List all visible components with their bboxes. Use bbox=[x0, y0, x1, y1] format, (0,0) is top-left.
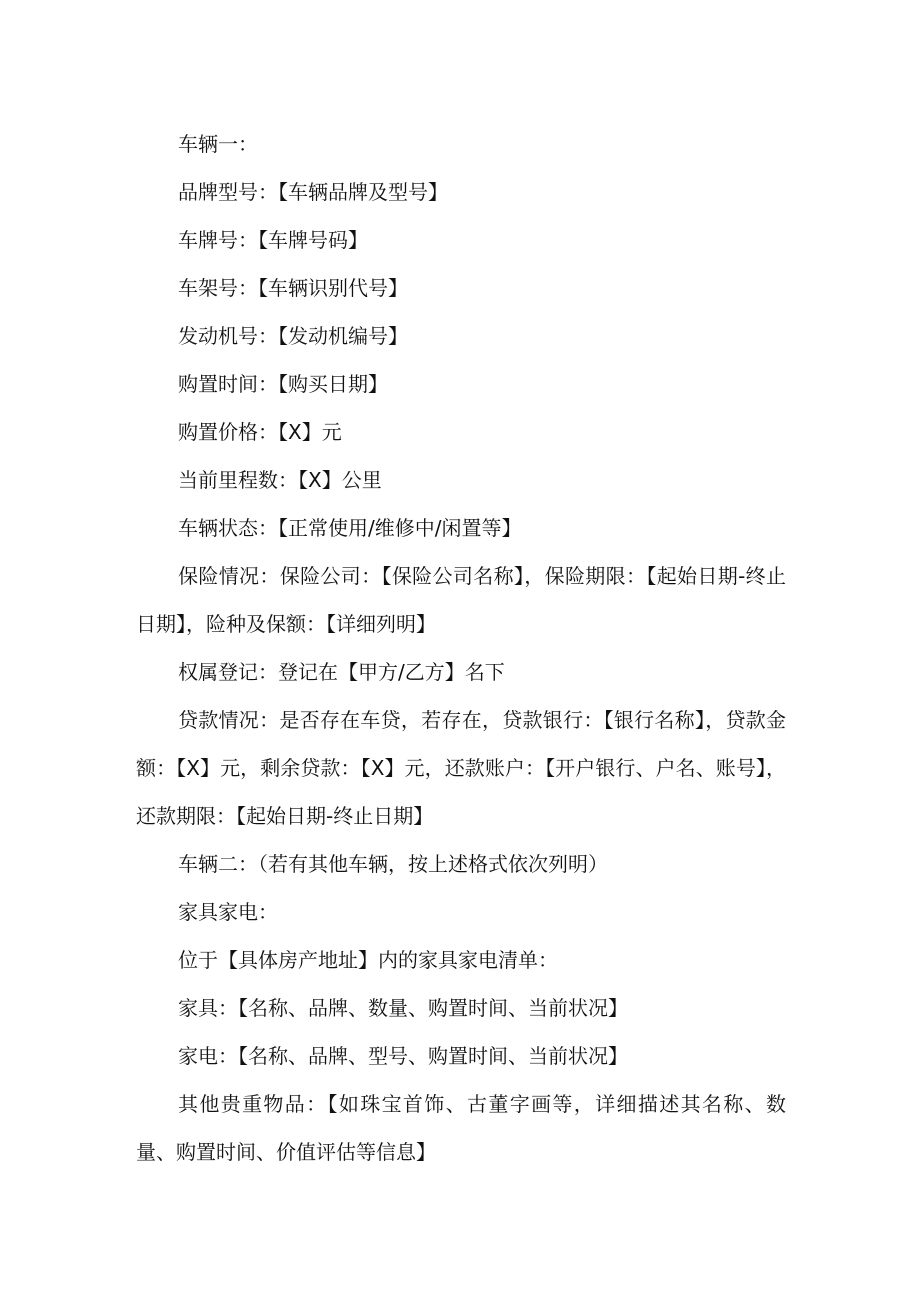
paragraph-engine-number: 发动机号：【发动机编号】 bbox=[178, 324, 408, 348]
paragraph-plate-number: 车牌号：【车牌号码】 bbox=[178, 228, 368, 252]
paragraph-vehicle-two: 车辆二：（若有其他车辆，按上述格式依次列明） bbox=[178, 852, 608, 876]
paragraph-vehicle-status: 车辆状态：【正常使用/维修中/闲置等】 bbox=[178, 516, 522, 540]
paragraph-ownership-registration: 权属登记：登记在【甲方/乙方】名下 bbox=[178, 660, 505, 684]
paragraph-loan: 贷款情况：是否存在车贷，若存在，贷款银行：【银行名称】，贷款金额：【X】元，剩余贷款：【X】元，还款账户：【开户银行、户名、账号】，还款期限：【起始日期-终止日期】 bbox=[136, 708, 786, 828]
paragraph-other-valuables: 其他贵重物品：【如珠宝首饰、古董字画等，详细描述其名称、数量、购置时间、价值评估等信息】 bbox=[136, 1092, 786, 1164]
paragraph-furniture: 家具：【名称、品牌、数量、购置时间、当前状况】 bbox=[178, 996, 628, 1020]
paragraph-vehicle-one-heading: 车辆一： bbox=[178, 132, 258, 156]
paragraph-brand-model: 品牌型号：【车辆品牌及型号】 bbox=[178, 180, 448, 204]
document-body bbox=[136, 120, 786, 1176]
paragraph-purchase-price: 购置价格：【X】元 bbox=[178, 420, 342, 444]
paragraph-purchase-date: 购置时间：【购买日期】 bbox=[178, 372, 388, 396]
paragraph-appliances: 家电：【名称、品牌、型号、购置时间、当前状况】 bbox=[178, 1044, 628, 1068]
paragraph-vin: 车架号：【车辆识别代号】 bbox=[178, 276, 408, 300]
paragraph-mileage: 当前里程数：【X】公里 bbox=[178, 468, 382, 492]
paragraph-furniture-appliances-location: 位于【具体房产地址】内的家具家电清单： bbox=[178, 948, 558, 972]
paragraph-furniture-appliances-heading: 家具家电： bbox=[178, 900, 278, 924]
paragraph-insurance: 保险情况：保险公司：【保险公司名称】，保险期限：【起始日期-终止日期】，险种及保额：【详细列明】 bbox=[136, 564, 786, 636]
